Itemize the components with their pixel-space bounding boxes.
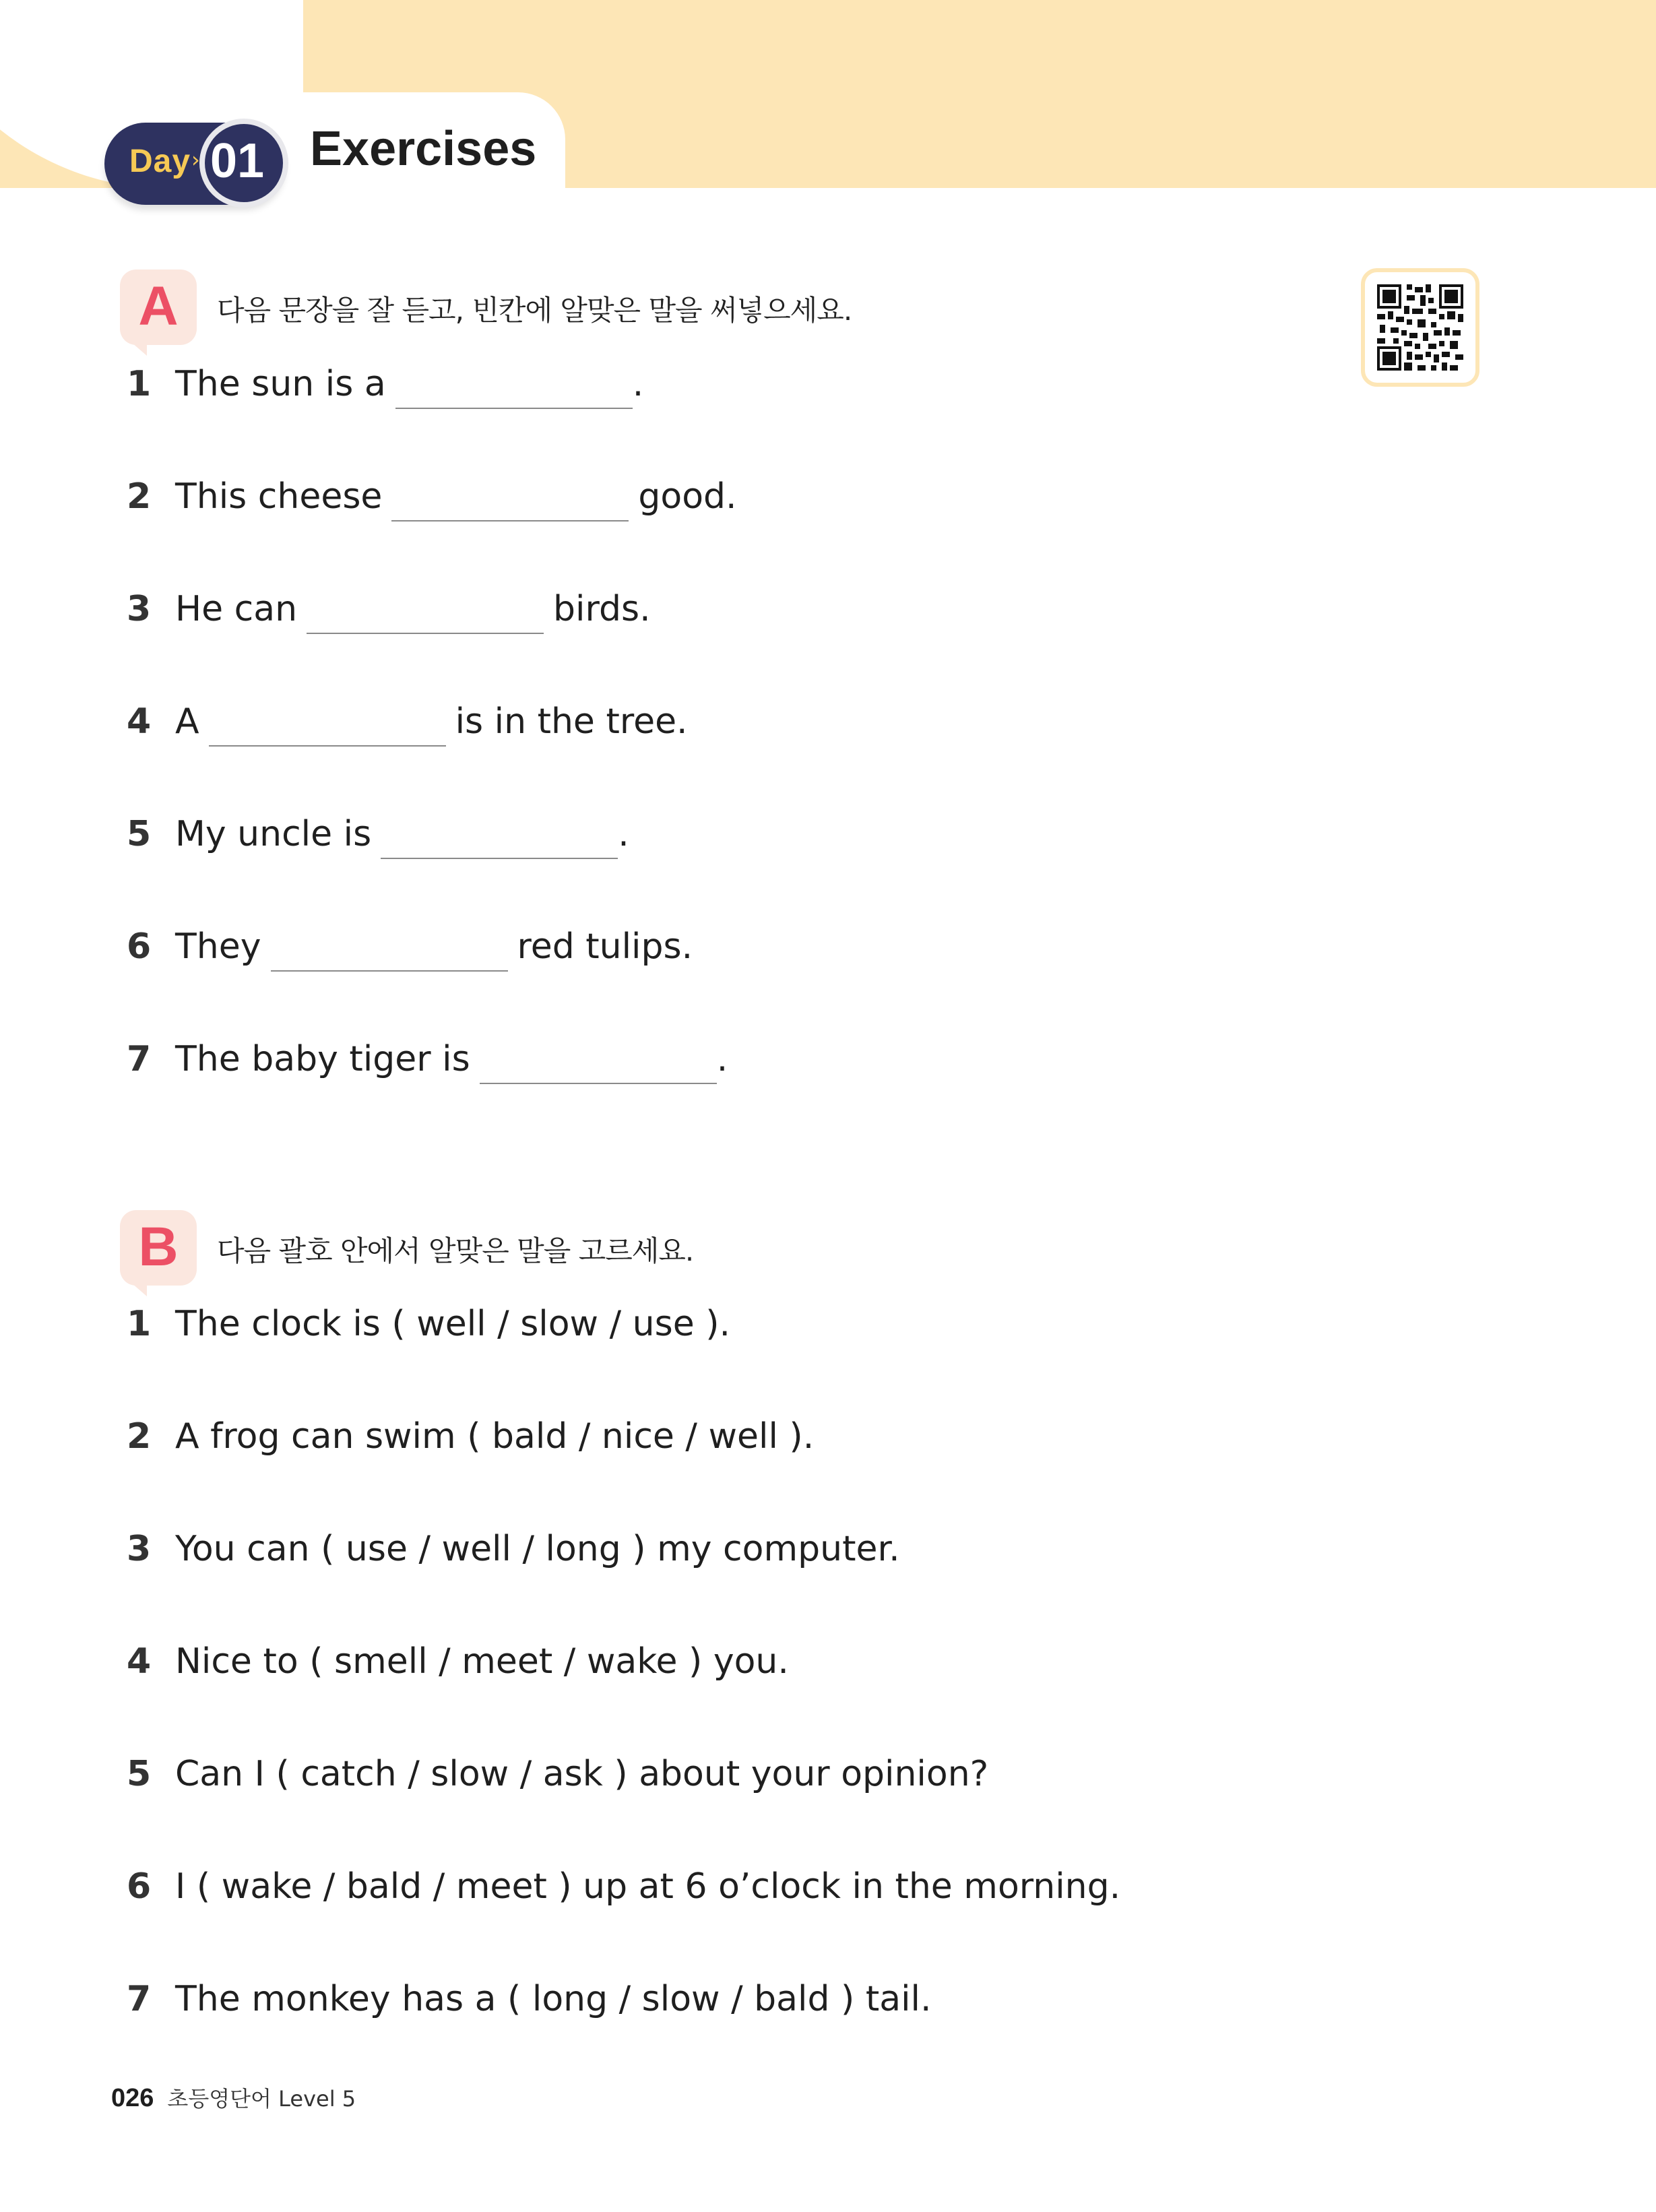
answer-blank[interactable] — [307, 632, 544, 634]
choice-sentence[interactable]: The clock is ( well / slow / use ). — [175, 1304, 731, 1344]
sentence-start: He can — [175, 589, 298, 629]
answer-blank[interactable] — [395, 407, 633, 409]
item-number: 6 — [127, 1866, 152, 1907]
list-item — [127, 1979, 932, 2033]
list-item — [127, 1529, 900, 1583]
item-number: 5 — [127, 814, 152, 854]
list-item — [127, 476, 737, 530]
day-number: 01 — [210, 134, 265, 188]
choice-sentence[interactable]: Can I ( catch / slow / ask ) about your opinion? — [175, 1754, 989, 1794]
list-item — [127, 1304, 730, 1358]
item-number: 7 — [127, 1979, 152, 2019]
choice-sentence[interactable]: A frog can swim ( bald / nice / well ). — [175, 1416, 815, 1457]
item-number: 1 — [127, 1304, 152, 1344]
list-item — [127, 701, 688, 755]
section-a-badge — [120, 270, 197, 345]
item-number: 3 — [127, 1529, 152, 1569]
sentence-start: The sun is a — [175, 364, 386, 404]
page-title: Exercises — [310, 122, 537, 176]
answer-blank[interactable] — [480, 1082, 717, 1084]
page-number: 026 — [111, 2084, 154, 2112]
list-item — [127, 1416, 814, 1470]
item-number: 3 — [127, 589, 152, 629]
answer-blank[interactable] — [391, 519, 629, 522]
qr-code[interactable] — [1361, 268, 1479, 387]
list-item — [127, 589, 651, 643]
sentence-end: is in the tree. — [455, 701, 688, 742]
choice-sentence[interactable]: The monkey has a ( long / slow / bald ) tail. — [175, 1979, 932, 2019]
item-number: 6 — [127, 926, 152, 967]
answer-blank[interactable] — [381, 857, 618, 859]
list-item — [127, 1866, 1120, 1920]
item-number: 7 — [127, 1039, 152, 1079]
sentence-end: red tulips. — [517, 926, 693, 967]
item-number: 1 — [127, 364, 152, 404]
list-item — [127, 364, 643, 418]
choice-sentence[interactable]: I ( wake / bald / meet ) up at 6 o’clock in the morning. — [175, 1866, 1121, 1907]
answer-blank[interactable] — [271, 970, 508, 972]
list-item — [127, 1039, 728, 1093]
section-b-badge — [120, 1210, 197, 1286]
sentence-start: This cheese — [175, 476, 383, 517]
choice-sentence[interactable]: You can ( use / well / long ) my computer. — [175, 1529, 900, 1569]
sentence-start: The baby tiger is — [175, 1039, 470, 1079]
sentence-start: My uncle is — [175, 814, 372, 854]
section-a-letter: A — [138, 276, 179, 337]
list-item — [127, 1641, 789, 1695]
list-item — [127, 926, 693, 980]
answer-blank[interactable] — [209, 745, 446, 747]
section-b-instruction: 다음 괄호 안에서 알맞은 말을 고르세요. — [217, 1234, 694, 1267]
item-number: 4 — [127, 701, 152, 742]
section-a-instruction: 다음 문장을 잘 듣고, 빈칸에 알맞은 말을 써넣으세요. — [217, 294, 852, 327]
sentence-end: . — [716, 1039, 728, 1079]
day-label: Day — [129, 144, 191, 179]
qr-code-icon — [1377, 284, 1463, 371]
chevron-right-icon: › — [191, 147, 200, 172]
page-footer — [111, 2082, 356, 2113]
list-item — [127, 814, 629, 868]
sentence-end: . — [632, 364, 644, 404]
sentence-start: A — [175, 701, 199, 742]
section-b-letter: B — [138, 1216, 179, 1277]
list-item — [127, 1754, 988, 1808]
item-number: 2 — [127, 476, 152, 517]
sentence-end: . — [618, 814, 629, 854]
sentence-start: They — [175, 926, 261, 967]
item-number: 4 — [127, 1641, 152, 1682]
item-number: 2 — [127, 1416, 152, 1457]
book-title: 초등영단어 Level 5 — [167, 2086, 356, 2112]
choice-sentence[interactable]: Nice to ( smell / meet / wake ) you. — [175, 1641, 789, 1682]
sentence-end: birds. — [553, 589, 651, 629]
item-number: 5 — [127, 1754, 152, 1794]
sentence-end: good. — [638, 476, 737, 517]
